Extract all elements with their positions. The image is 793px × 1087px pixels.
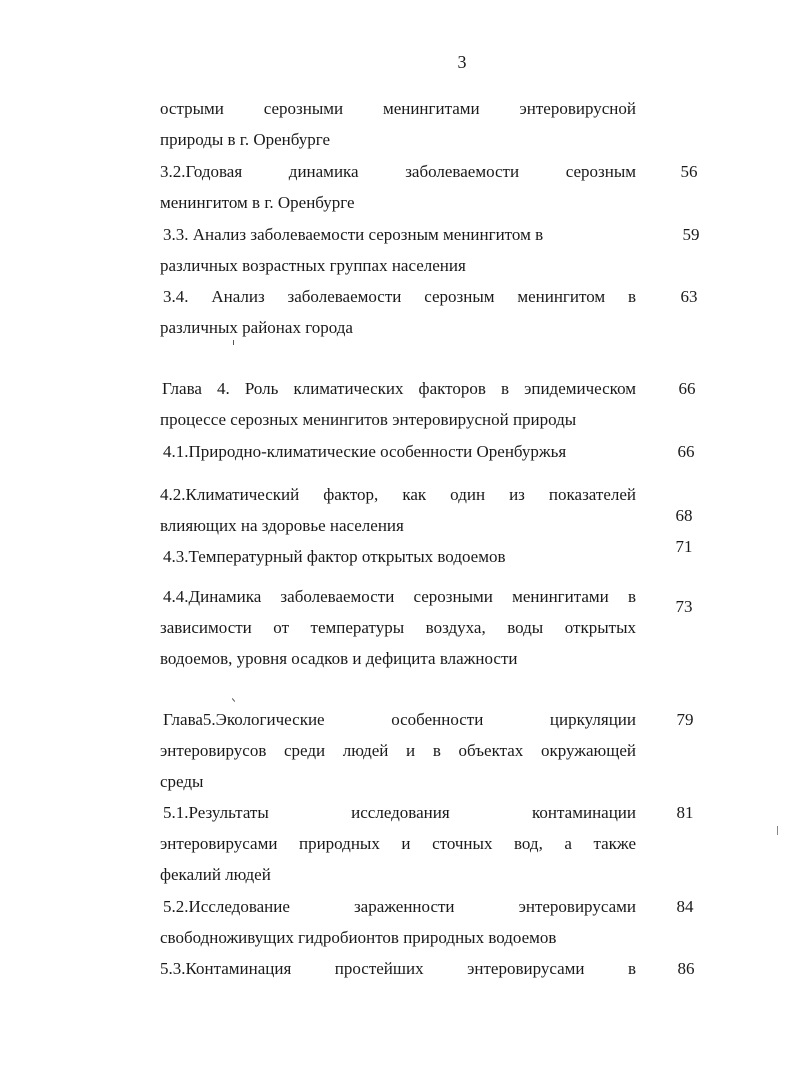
toc-line: 4.3.Температурный фактор открытых водоемов	[163, 547, 506, 566]
toc-page-number: 73	[675, 597, 693, 616]
toc-line: 3.3. Анализ заболеваемости серозным менингитом в	[163, 225, 544, 244]
toc-page-number: 79	[676, 710, 694, 729]
toc-line: 4.4.Динамика заболеваемости серозными менингитами в	[163, 587, 636, 606]
toc-line: менингитом в г. Оренбурге	[160, 193, 355, 212]
toc-line: Глава5.Экологические особенности циркуляции	[163, 710, 636, 729]
toc-line: 3.4. Анализ заболеваемости серозным менингитом в	[163, 287, 636, 306]
toc-page-number: 68	[675, 506, 693, 525]
toc-line: 5.1.Результаты исследования контаминации	[163, 803, 636, 822]
toc-line: 4.1.Природно-климатические особенности Оренбуржья	[163, 442, 567, 461]
toc-line: водоемов, уровня осадков и дефицита влажности	[160, 649, 518, 668]
toc-line: 5.3.Контаминация простейших энтеровирусами в	[160, 959, 636, 978]
toc-page-number: 59	[682, 225, 700, 244]
page-number: 3	[457, 52, 467, 72]
toc-line: различных районах города	[160, 318, 353, 337]
toc-page-number: 56	[680, 162, 698, 181]
toc-line: энтеровирусами природных и сточных вод, а также	[160, 834, 636, 853]
toc-line: природы в г. Оренбурге	[160, 130, 331, 149]
toc-line: 3.2.Годовая динамика заболеваемости серозным	[160, 162, 636, 181]
toc-line: Глава 4. Роль климатических факторов в эпидемическом	[162, 379, 636, 398]
toc-page-number: 84	[676, 897, 694, 916]
toc-page-number: 66	[678, 379, 696, 398]
toc-line: зависимости от температуры воздуха, воды открытых	[160, 618, 636, 637]
toc-page-number: 66	[677, 442, 695, 461]
toc-page-number: 81	[676, 803, 694, 822]
toc-line: среды	[160, 772, 204, 791]
toc-line: 5.2.Исследование зараженности энтеровирусами	[163, 897, 636, 916]
toc-line: различных возрастных группах населения	[160, 256, 466, 275]
toc-line: энтеровирусов среди людей и в объектах окружающей	[160, 741, 636, 760]
toc-page-number: 86	[677, 959, 695, 978]
toc-line: 4.2.Климатический фактор, как один из показателей	[160, 485, 636, 504]
toc-line: фекалий людей	[160, 865, 271, 884]
toc-line: процессе серозных менингитов энтеровирусной природы	[160, 410, 577, 429]
toc-line: влияющих на здоровье населения	[160, 516, 404, 535]
scan-speck	[777, 826, 778, 835]
toc-line: острыми серозными менингитами энтеровирусной	[160, 99, 636, 118]
toc-page-number: 63	[680, 287, 698, 306]
scan-speck	[233, 340, 234, 345]
scan-speck	[232, 698, 235, 702]
toc-page-number: 71	[675, 537, 693, 556]
toc-line: свободноживущих гидробионтов природных водоемов	[160, 928, 557, 947]
